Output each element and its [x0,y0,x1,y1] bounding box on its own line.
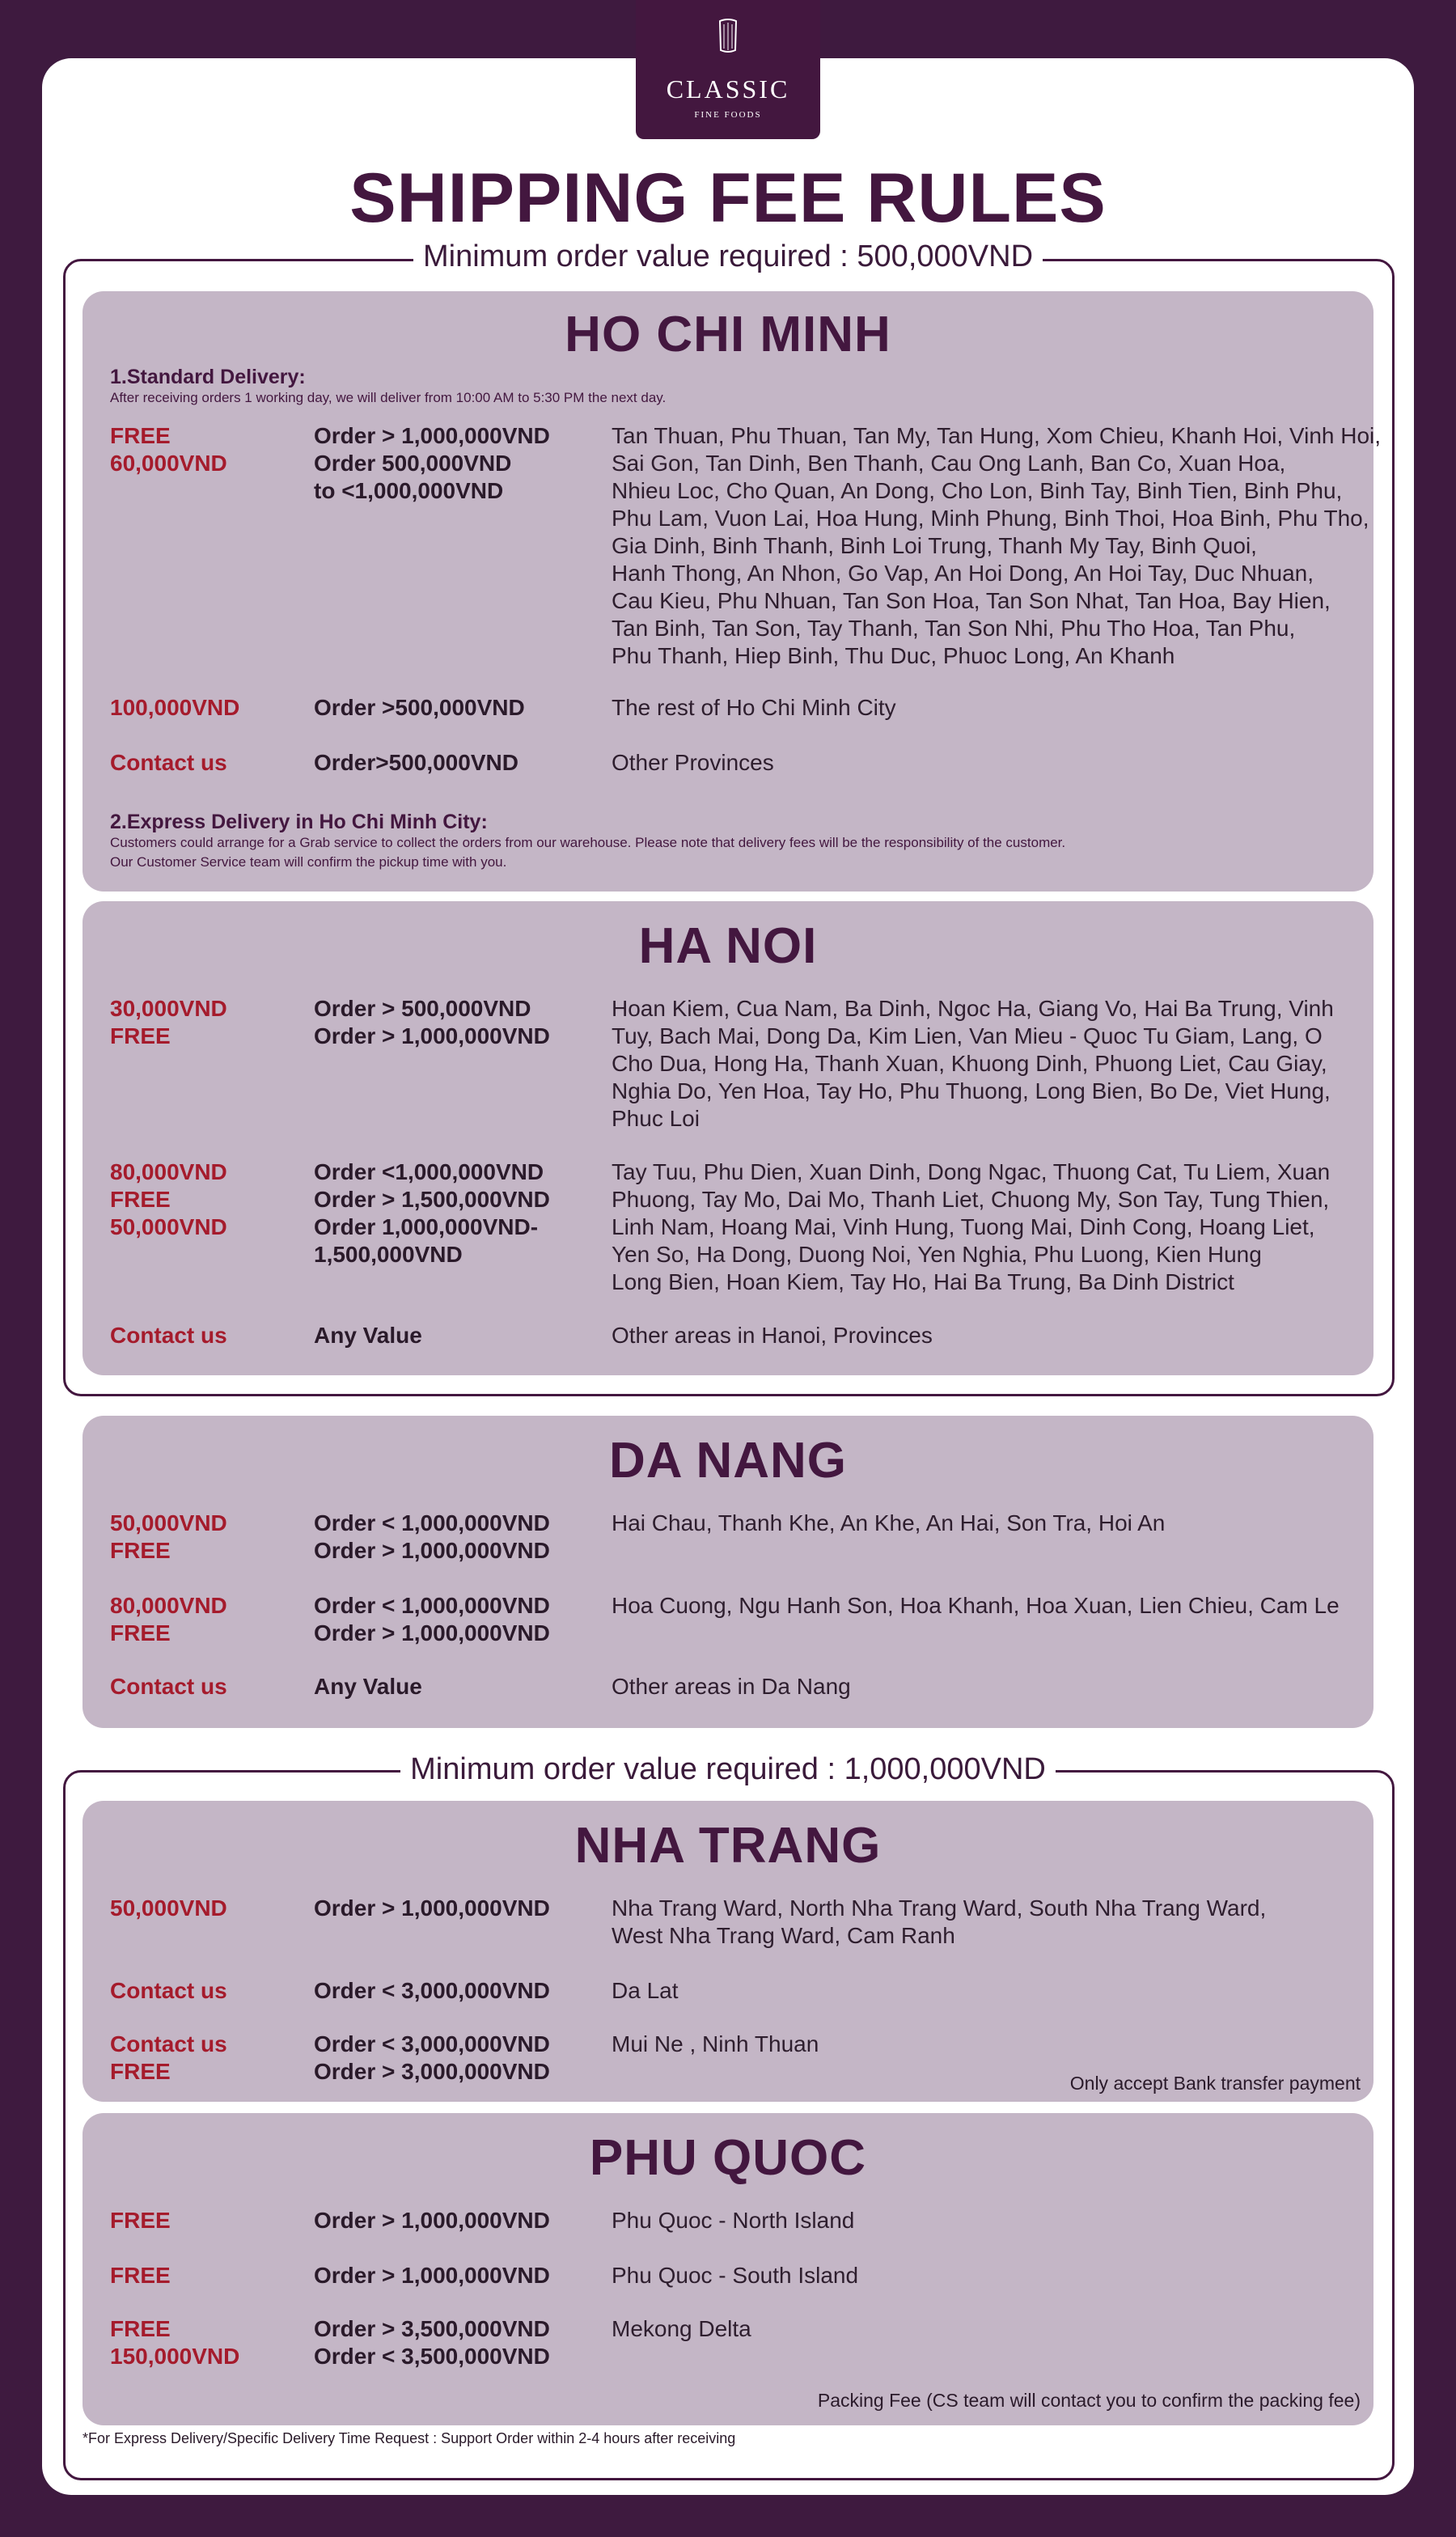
danang-panel [83,1416,1373,1728]
city-title-hcm: HO CHI MINH [565,307,891,362]
fee-column: 80,000VND FREE 50,000VND [110,1159,227,1239]
area-column: Other areas in Hanoi, Provinces [612,1323,933,1348]
order-column: Order>500,000VND [314,750,518,775]
fee-column: 80,000VND FREE [110,1593,227,1645]
fee-column: Contact us [110,1978,227,2003]
express-delivery-desc: Our Customer Service team will confirm the pickup time with you. [110,854,507,870]
standard-delivery-title: 1.Standard Delivery: [110,366,306,388]
order-column: Order < 3,000,000VND [314,1978,550,2003]
phuquoc-panel [83,2113,1373,2425]
packing-fee-note: Packing Fee (CS team will contact you to confirm the packing fee) [817,2390,1361,2411]
min-order-label-500k: Minimum order value required : 500,000VND [0,239,1456,274]
fee-column: FREE 60,000VND [110,423,227,476]
area-column: The rest of Ho Chi Minh City [612,695,896,720]
order-column: Order > 1,000,000VND Order 500,000VND to <1,000,000VND [314,423,550,503]
brand-name: CLASSIC [666,74,790,104]
page-title: SHIPPING FEE RULES [349,159,1107,237]
chef-hat-icon [713,18,743,57]
area-column: Nha Trang Ward, North Nha Trang Ward, South Nha Trang Ward, West Nha Trang Ward, Cam Ranh [612,1895,1267,1948]
order-column: Order <1,000,000VND Order > 1,500,000VND Order 1,000,000VND- 1,500,000VND [314,1159,550,1267]
area-column: Phu Quoc - South Island [612,2263,859,2288]
fee-column: Contact us [110,1323,227,1348]
city-title-phuquoc: PHU QUOC [589,2130,867,2186]
fee-column: Contact us FREE [110,2031,227,2084]
fee-column: 30,000VND FREE [110,996,227,1048]
area-column: Other areas in Da Nang [612,1674,851,1699]
order-column: Order < 1,000,000VND Order > 1,000,000VND [314,1593,550,1645]
hanoi-panel [83,901,1373,1375]
order-column: Order > 500,000VND Order > 1,000,000VND [314,996,550,1048]
area-column: Hoa Cuong, Ngu Hanh Son, Hoa Khanh, Hoa Xuan, Lien Chieu, Cam Le [612,1593,1340,1618]
area-column: Mui Ne , Ninh Thuan [612,2031,819,2056]
city-title-danang: DA NANG [608,1433,848,1489]
area-column: Tan Thuan, Phu Thuan, Tan My, Tan Hung, Xom Chieu, Khanh Hoi, Vinh Hoi, Sai Gon, Tan Dinh, Ben Thanh, Cau Ong Lanh, Ban Co, Xuan Hoa, Nhieu Loc, Cho Quan, An Dong, Cho Lon, Binh Tay, Binh Tien, Binh Phu, Phu Lam, Vuon Lai, Hoa Hung, Minh Phung, Binh Thoi, Hoa Binh, Phu Tho, Gia Dinh, Binh Thanh, Binh Loi Trung, Thanh My Tay, Binh Quoi, Hanh Thong, An Nhon, Go Vap, An Hoi Dong, An Hoi Tay, Duc Nhuan, Cau Kieu, Phu Nhuan, Tan Son Hoa, Tan Son Nhat, Tan Hoa, Bay Hien, Tan Binh, Tan Son, Tay Thanh, Tan Son Nhi, Phu Tho Hoa, Tan Phu, Phu Thanh, Hiep Binh, Thu Duc, Phuoc Long, An Khanh [612,423,1382,668]
area-column: Tay Tuu, Phu Dien, Xuan Dinh, Dong Ngac, Thuong Cat, Tu Liem, Xuan Phuong, Tay Mo, Dai Mo, Thanh Liet, Chuong My, Son Tay, Tung Thien, Linh Nam, Hoang Mai, Vinh Hung, Tuong Mai, Dinh Cong, Hoang Liet, Yen So, Ha Dong, Duong Noi, Yen Nghia, Phu Luong, Kien Hung Long Bien, Hoan Kiem, Tay Ho, Hai Ba Trung, Ba Dinh District [612,1159,1331,1294]
fee-column: FREE [110,2263,171,2288]
standard-delivery-desc: After receiving orders 1 working day, we will deliver from 10:00 AM to 5:30 PM the next day. [110,390,667,405]
fee-column: Contact us [110,750,227,775]
city-title-nhatrang: NHA TRANG [574,1818,882,1874]
express-delivery-title: 2.Express Delivery in Ho Chi Minh City: [110,811,488,833]
order-column: Order < 3,000,000VND Order > 3,000,000VND [314,2031,550,2084]
order-column: Order > 1,000,000VND [314,2208,550,2233]
brand-tagline: FINE FOODS [694,110,762,120]
hcm-panel [83,291,1382,892]
fee-column: 50,000VND FREE [110,1510,227,1563]
city-title-hanoi: HA NOI [638,918,818,974]
area-column: Hai Chau, Thanh Khe, An Khe, An Hai, Son Tra, Hoi An [612,1510,1166,1535]
area-column: Phu Quoc - North Island [612,2208,855,2233]
order-column: Order >500,000VND [314,695,525,720]
area-column: Da Lat [612,1978,679,2003]
min-order-label-1m: Minimum order value required : 1,000,000VND [0,1752,1456,1787]
area-column: Mekong Delta [612,2316,751,2341]
order-column: Order < 1,000,000VND Order > 1,000,000VND [314,1510,550,1563]
footnote: *For Express Delivery/Specific Delivery Time Request : Support Order within 2-4 hours after receiving [83,2430,736,2446]
brand-logo [636,0,820,139]
payment-note: Only accept Bank transfer payment [1069,2073,1361,2094]
fee-column: FREE [110,2208,171,2233]
area-column: Hoan Kiem, Cua Nam, Ba Dinh, Ngoc Ha, Giang Vo, Hai Ba Trung, Vinh Tuy, Bach Mai, Dong Da, Kim Lien, Van Mieu - Quoc Tu Giam, Lang, O Cho Dua, Hong Ha, Thanh Xuan, Khuong Dinh, Phuong Liet, Cau Giay, Nghia Do, Yen Hoa, Tay Ho, Phu Thuong, Long Bien, Bo De, Viet Hung, Phuc Loi [612,996,1334,1131]
order-column: Order > 3,500,000VND Order < 3,500,000VND [314,2316,550,2369]
order-column: Order > 1,000,000VND [314,1895,550,1921]
area-column: Other Provinces [612,750,774,775]
order-column: Any Value [314,1674,422,1699]
order-column: Order > 1,000,000VND [314,2263,550,2288]
order-column: Any Value [314,1323,422,1348]
fee-column: Contact us [110,1674,227,1699]
fee-column: 50,000VND [110,1895,227,1921]
fee-column: FREE 150,000VND [110,2316,240,2369]
fee-column: 100,000VND [110,695,240,720]
express-delivery-desc: Customers could arrange for a Grab service to collect the orders from our warehouse. Please note that delivery fees will be the responsibility of the customer. [110,835,1066,850]
nhatrang-panel [83,1801,1373,2102]
